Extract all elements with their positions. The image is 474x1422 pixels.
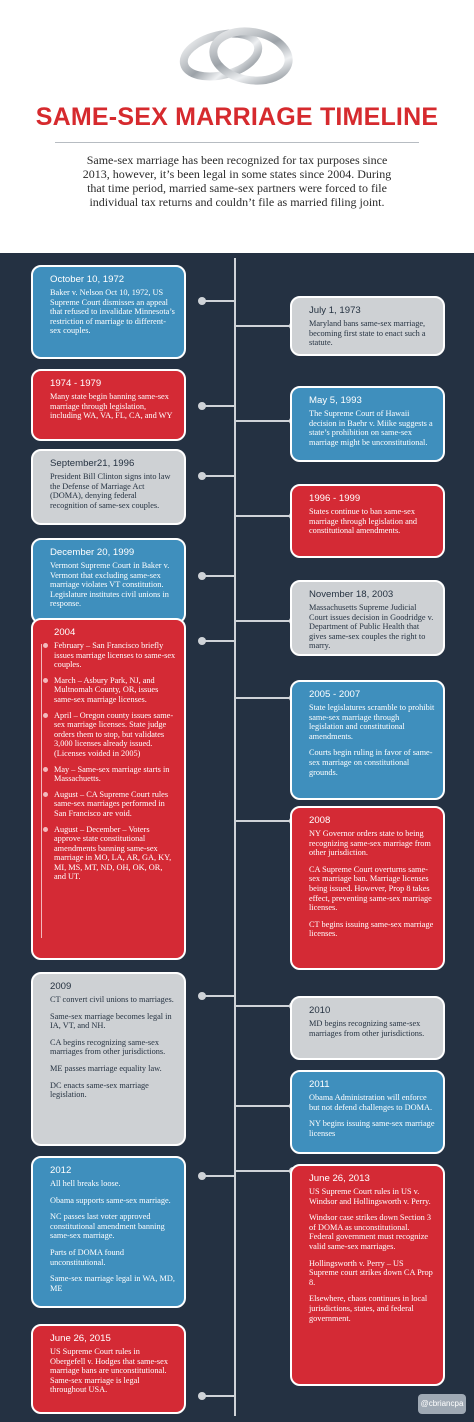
event-date: 2008 [309,815,331,826]
event-text: Same-sex marriage becomes legal in IA, VT, and NH. [50,1011,172,1031]
connector [202,995,235,997]
event-text: The Supreme Court of Hawaii decision in Baehr v. Miike suggests a state’s prohibition on same-sex marriage might be unconstitutional. [309,409,433,447]
list-item: August – CA Supreme Court rules same-sex marriages performed in San Francisco are void. [54,790,176,819]
connector [202,300,235,302]
event-date: June 26, 2013 [309,1173,370,1184]
event-text: CT begins issuing same-sex marriage licenses. [309,919,434,939]
wedding-rings-icon [175,18,299,96]
event-date: May 5, 1993 [309,395,362,406]
event-card-1973 [290,296,445,356]
event-text: CA Supreme Court overturns same-sex marriage ban. Marriage licenses being issued. However, Prop 8 takes effect, preventing same-sex marriage licenses. [309,864,432,913]
event-card-2010 [290,996,445,1060]
event-card-2013 [290,1164,445,1386]
connector-dot [198,637,206,645]
connector-dot [198,1172,206,1180]
connector [235,325,293,327]
event-text: Hollingsworth v. Perry – US Supreme court strikes down CA Prop 8. [309,1258,433,1287]
timeline-line [41,644,42,938]
connector-dot [198,572,206,580]
event-text: MD begins recognizing same-sex marriages from other jurisdictions. [309,1019,425,1038]
event-text: States continue to ban same-sex marriage through legislation and constitutional amendments. [309,507,418,536]
title-divider [55,142,419,143]
event-text: Maryland bans same-sex marriage, becoming first state to enact such a statute. [309,319,426,348]
event-card-1996 [31,449,186,525]
connector [202,1175,235,1177]
event-text: Many state begin banning same-sex marriage through legislation, including WA, VA, FL, CA, and WY [50,392,173,421]
event-text: NC passes last voter approved constitutional amendment banning same-sex marriage. [50,1212,165,1241]
list-item: April – Oregon county issues same-sex marriage licenses. State judge orders them to stop, but validates 3,000 licenses already issued. (Licenses voided in 2005) [54,711,176,759]
connector [235,420,293,422]
event-text: US Supreme Court rules in Obergefell v. Hodges that same-sex marriage bans are unconstitutional. Same-sex marriage is legal throughout USA. [50,1347,168,1395]
event-text: Same-sex marriage legal in WA, MD, ME [50,1274,175,1293]
event-text: Obama Administration will enforce but not defend challenges to DOMA. [309,1093,433,1112]
event-card-2012 [31,1156,186,1308]
event-text: All hell breaks loose. [50,1179,121,1188]
event-date: June 26, 2015 [50,1333,111,1344]
connector-dot [198,992,206,1000]
page-title: SAME-SEX MARRIAGE TIMELINE [35,103,439,131]
event-text: US Supreme Court rules in US v. Windsor and Hollingsworth v. Perry. [309,1187,431,1206]
event-date: 2011 [309,1079,330,1090]
connector [202,640,235,642]
event-text: President Bill Clinton signs into law the Defense of Marriage Act (DOMA), denying federal recognition of same-sex couples. [50,472,171,510]
event-text: Baker v. Nelson Oct 10, 1972, US Supreme Court dismisses an appeal that refused to invalidate Minnesota’s restriction of marriage to different-sex couples. [50,288,175,336]
event-date: 2004 [54,627,76,638]
event-date: November 18, 2003 [309,589,394,600]
event-date: 1996 - 1999 [309,493,361,504]
event-text: Windsor case strikes down Section 3 of DOMA as unconstitutional. Federal government must recognize valid same-sex marriages. [309,1213,432,1251]
connector-dot [198,1392,206,1400]
list-item: May – Same-sex marriage starts in Massachuetts. [54,765,176,784]
event-text: Vermont Supreme Court in Baker v. Vermont that excluding same-sex marriage violates VT constitution. Legislature institutes civil unions in response. [50,561,170,609]
timeline-spine [234,258,236,1416]
event-date: 2005 - 2007 [309,689,361,700]
event-card-1996-1999 [290,484,445,558]
event-card-1999 [31,538,186,624]
connector [202,405,235,407]
connector-dot [198,297,206,305]
event-text: Elsewhere, chaos continues in local jurisdictions, states, and federal government. [309,1294,428,1323]
event-date: October 10, 1972 [50,274,125,285]
event-text: CT convert civil unions to marriages. [50,995,174,1004]
event-card-2004 [31,618,186,960]
event-date: September21, 1996 [50,458,135,469]
event-text: Courts begin ruling in favor of same-sex marriage on constitutional grounds. [309,748,433,777]
event-text: Obama supports same-sex marriage. [50,1195,171,1205]
connector-dot [198,402,206,410]
connector [235,620,293,622]
event-card-2011 [290,1070,445,1154]
header [0,0,474,253]
event-text: Massachusetts Supreme Judicial Court issues decision in Goodridge v. Department of Public Health that gives same-sex couples the right to marry. [309,603,434,651]
event-card-1993 [290,386,445,462]
event-card-2015 [31,1324,186,1414]
author-handle-badge[interactable]: @cbriancpa [418,1394,466,1414]
connector [235,1170,293,1172]
event-card-1972 [31,265,186,359]
event-date: 1974 - 1979 [50,378,102,389]
list-item: March – Asbury Park, NJ, and Multnomah County, OR, issues same-sex marriage licenses. [54,676,176,705]
connector [202,475,235,477]
connector [202,575,235,577]
connector [235,1105,293,1107]
event-text: NY begins issuing same-sex marriage licenses [309,1119,435,1138]
event-text: NY Governor orders state to being recognizing same-sex marriage from other jurisdiction. [309,829,431,858]
event-date: July 1, 1973 [309,305,361,316]
connector-dot [198,472,206,480]
intro-text: Same-sex marriage has been recognized for tax purposes since 2013, however, it’s been legal in some states since 2004. During that time period, married same-sex partners were forced to file individual tax returns and couldn’t file as married filing joint. [82,153,392,209]
event-date: December 20, 1999 [50,547,135,558]
event-card-1974-1979 [31,369,186,441]
event-card-2009 [31,972,186,1146]
connector [202,1395,235,1397]
event-text: DC enacts same-sex marriage legislation. [50,1080,149,1100]
event-date: 2010 [309,1005,331,1016]
event-date: 2012 [50,1165,72,1176]
list-item: August – December – Voters approve state constitutional amendments banning same-sex marriage in MO, LA, AR, GA, KY, MI, MS, MT, ND, OH, OK, OR, and UT. [54,825,176,883]
connector [235,1005,293,1007]
event-date: 2009 [50,981,72,992]
list-item: February – San Francisco briefly issues marriage licenses to same-sex couples. [54,641,176,670]
event-text: State legislatures scramble to prohibit same-sex marriage through legislation and constitutional amendments. [309,703,435,741]
event-card-2008 [290,806,445,970]
event-card-2003 [290,580,445,656]
event-card-2005-2007 [290,680,445,800]
event-text: ME passes marriage equality law. [50,1063,162,1073]
event-text: CA begins recognizing same-sex marriages from other jurisdictions. [50,1037,166,1057]
connector [235,820,293,822]
connector [235,515,293,517]
connector [235,697,293,699]
event-text: Parts of DOMA found unconstitutional. [50,1247,124,1267]
